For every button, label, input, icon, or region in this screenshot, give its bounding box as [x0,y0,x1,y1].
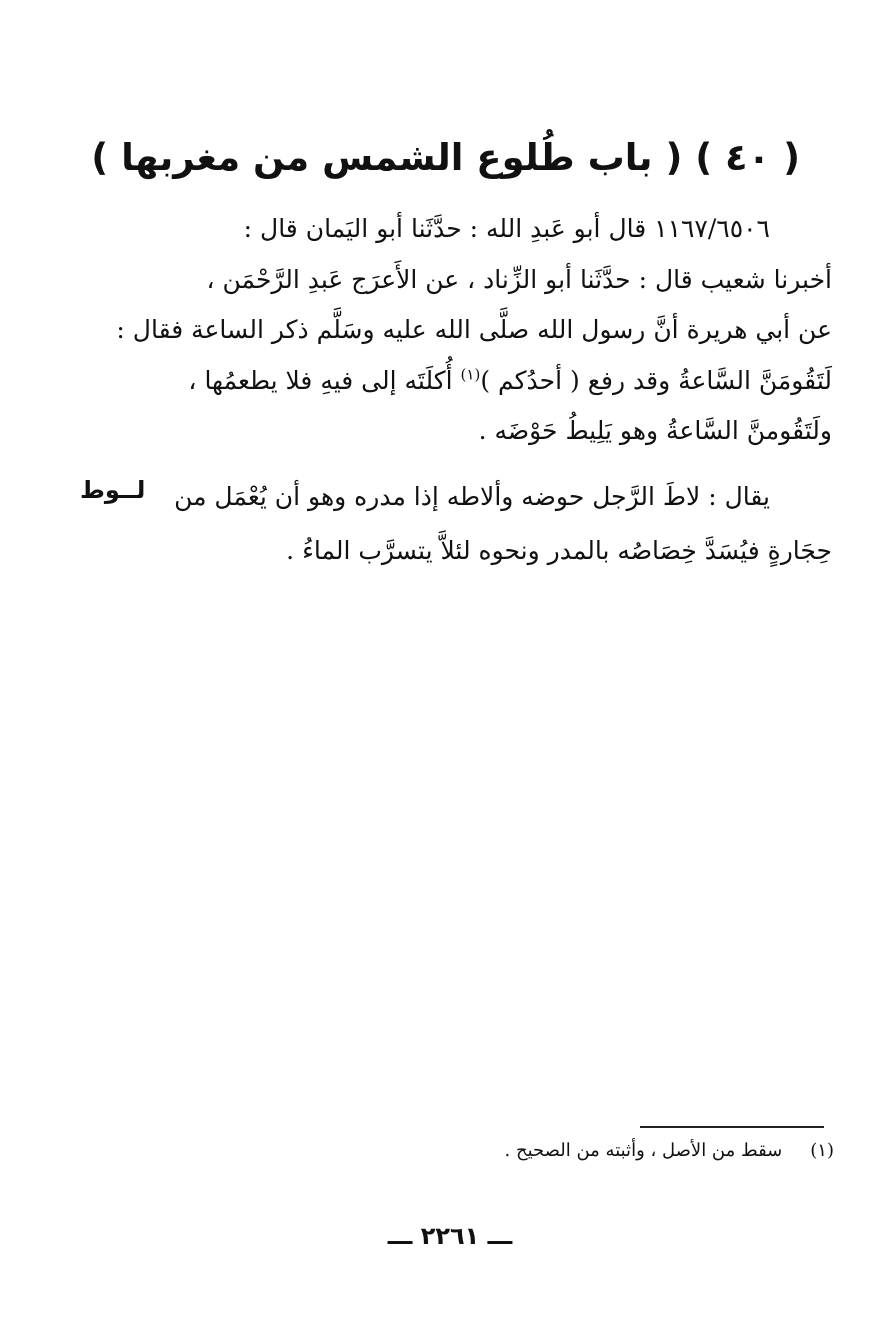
note-line-1: يقال : لاطَ الرَّجل حوضه وألاطه إذا مدره وهو أن يُعْمَل من [174,482,770,511]
margin-keyword: لــوط [80,476,146,504]
footnote-text: سقط من الأصل ، وأثبته من الصحيح . [504,1140,783,1161]
hadith-line-2: أخبرنا شعيب قال : حدَّثَنا أبو الزِّناد ، عن الأَعرَج عَبدِ الرَّحْمَن ، [206,264,832,294]
hadith-text [100,204,832,457]
footnote-divider [640,1126,824,1128]
hadith-line-4 [100,356,832,407]
hadith-line-4-start: لَتَقُومَنَّ السَّاعةُ وقد رفع ( أحدُكم ) [480,365,832,395]
page-number: ـــ ٢٢٦١ ـــ [387,1222,513,1250]
chapter-title: ( ٤٠ ) ( باب طُلوع الشمس من مغربها ) [91,136,800,179]
hadith-line-1: ١١٦٧/٦٥٠٦ قال أبو عَبدِ الله : حدَّثَنا أبو اليَمان قال : [243,214,770,243]
hadith-line-5: ولَتَقُومنَّ السَّاعةُ وهو يَلِيطُ حَوْضَه . [478,416,832,445]
footnote [420,1136,834,1166]
hadith-line-4-end: أُكلَتَه إلى فيهِ فلا يطعمُها ، [188,365,461,395]
hadith-line-3: عن أبي هريرة أنَّ رسول الله صلَّى الله عليه وسَلَّم ذكر الساعة فقال : [116,315,832,344]
lexical-note [100,470,832,578]
footnote-reference[interactable]: (١) [460,365,481,384]
note-line-2: حِجَارةٍ فيُسَدَّ خِصَاصُه بالمدر ونحوه لئلاَّ يتسرَّب الماءُ . [286,536,832,565]
footnote-mark: (١) [810,1140,834,1161]
